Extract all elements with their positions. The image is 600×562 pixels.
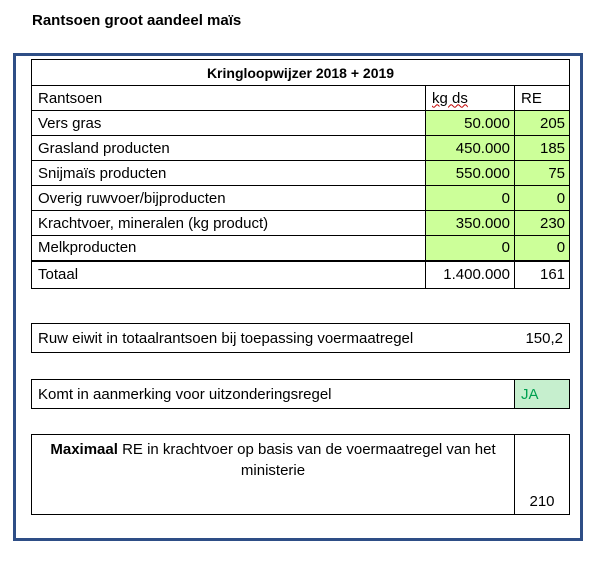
maximaal-value: 210	[515, 435, 570, 515]
row-label: Overig ruwvoer/bijproducten	[32, 186, 426, 211]
row-re[interactable]: 75	[515, 161, 570, 186]
row-label: Krachtvoer, mineralen (kg product)	[32, 211, 426, 236]
ruw-eiwit-label: Ruw eiwit in totaalrantsoen bij toepassing voermaatregel	[32, 324, 515, 353]
header-kgds	[426, 86, 515, 111]
total-row	[32, 261, 570, 289]
uitzondering-box	[31, 379, 570, 409]
row-kgds[interactable]: 0	[426, 236, 515, 261]
row-kgds[interactable]: 50.000	[426, 111, 515, 136]
row-label: Vers gras	[32, 111, 426, 136]
row-re[interactable]: 0	[515, 186, 570, 211]
table-row	[32, 236, 570, 261]
uitzondering-value[interactable]: JA	[515, 380, 570, 409]
maximaal-bold: Maximaal	[50, 441, 118, 458]
row-kgds[interactable]: 550.000	[426, 161, 515, 186]
row-re[interactable]: 0	[515, 236, 570, 261]
table-caption: Kringloopwijzer 2018 + 2019	[32, 60, 570, 86]
table-row	[32, 111, 570, 136]
row-re[interactable]: 205	[515, 111, 570, 136]
maximaal-rest: RE in krachtvoer op basis van de voermaatregel van het ministerie	[117, 441, 496, 479]
row-kgds[interactable]: 350.000	[426, 211, 515, 236]
total-label: Totaal	[32, 261, 426, 289]
header-rantsoen: Rantsoen	[32, 86, 426, 111]
table-row	[32, 136, 570, 161]
row-re[interactable]: 185	[515, 136, 570, 161]
table-row	[32, 211, 570, 236]
uitzondering-label: Komt in aanmerking voor uitzonderingsregel	[32, 380, 515, 409]
page-title: Rantsoen groot aandeel maïs	[32, 12, 242, 29]
ration-table	[31, 59, 570, 289]
maximaal-box	[31, 434, 570, 515]
table-header-row	[32, 86, 570, 111]
table-caption-row	[32, 60, 570, 86]
total-re: 161	[515, 261, 570, 289]
table-row	[32, 186, 570, 211]
row-label: Grasland producten	[32, 136, 426, 161]
table-row	[32, 161, 570, 186]
row-label: Melkproducten	[32, 236, 426, 261]
maximaal-text	[32, 435, 515, 515]
ruw-eiwit-box	[31, 323, 570, 353]
total-kgds: 1.400.000	[426, 261, 515, 289]
header-re: RE	[515, 86, 570, 111]
row-kgds[interactable]: 450.000	[426, 136, 515, 161]
ruw-eiwit-value: 150,2	[515, 324, 570, 353]
row-kgds[interactable]: 0	[426, 186, 515, 211]
row-re[interactable]: 230	[515, 211, 570, 236]
header-kgds-text: kg ds	[432, 89, 468, 107]
row-label: Snijmaïs producten	[32, 161, 426, 186]
